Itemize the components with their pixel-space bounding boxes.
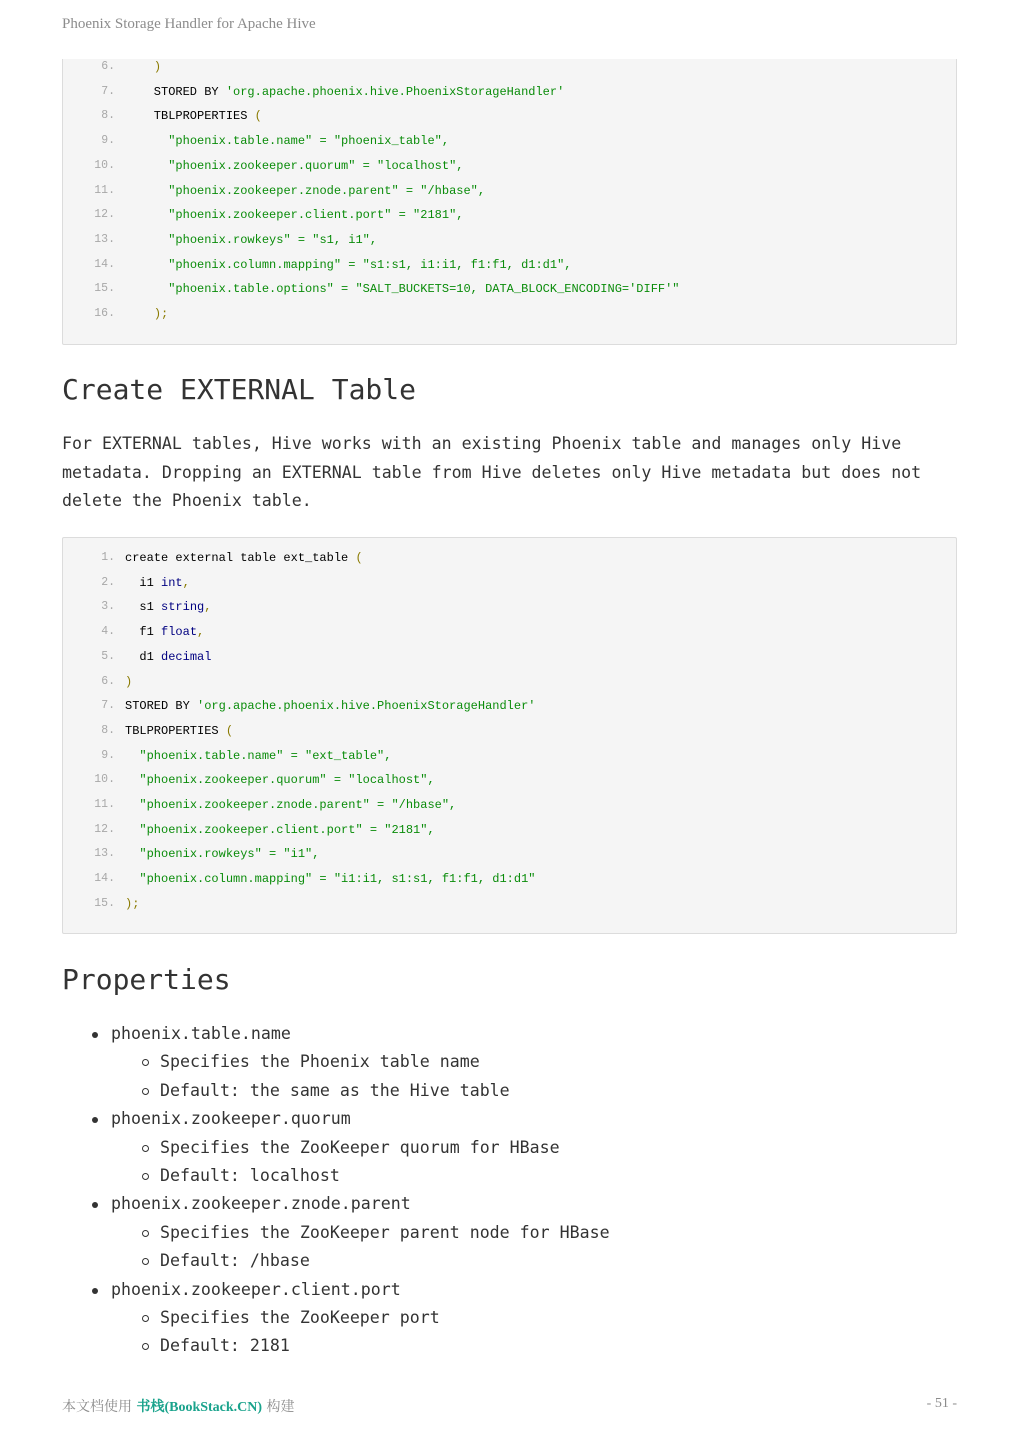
line-number: 15. [94,896,115,910]
line-number: 8. [101,723,115,737]
code-text [125,770,435,790]
code-text [125,597,211,617]
code-token: , [204,600,212,615]
property-detail-text: Specifies the ZooKeeper port [160,1307,440,1327]
property-detail [62,1077,962,1105]
line-number: 15. [94,282,115,296]
bullet-circle-icon [142,1145,149,1152]
property-name: phoenix.zookeeper.client.port [111,1279,401,1299]
code-token [125,823,139,837]
line-number: 6. [101,674,115,688]
code-line [63,721,943,741]
bookstack-link[interactable]: 书栈(BookStack.CN) [136,1400,263,1415]
code-line [63,156,943,176]
code-token [125,282,168,296]
code-block-create-external-table [62,537,957,934]
code-line [63,894,943,914]
line-number: 8. [101,109,115,123]
property-detail [62,1162,962,1190]
code-line [63,255,943,275]
code-token [125,798,139,812]
description-line: delete the Phoenix table. [62,491,312,510]
code-line [63,597,943,617]
code-text [125,622,204,642]
line-number: 10. [94,773,115,787]
code-line [63,795,943,815]
bullet-disc-icon [92,1117,98,1123]
code-token: "phoenix.table.options" = "SALT_BUCKETS=10, DATA_BLOCK_ENCODING='DIFF'" [168,282,680,297]
property-detail [62,1048,962,1076]
code-token [125,134,168,148]
bullet-circle-icon [142,1230,149,1237]
property-detail-text: Specifies the ZooKeeper quorum for HBase [160,1137,560,1157]
code-text [125,844,319,864]
code-line [63,672,943,692]
code-text [125,869,535,889]
line-number: 14. [94,257,115,271]
line-number: 1. [101,551,115,564]
code-token [125,258,168,272]
line-number: 7. [101,84,115,98]
code-text [125,57,161,77]
footer-suffix: 构建 [262,1399,295,1415]
code-token [125,60,154,74]
bullet-circle-icon [142,1173,149,1180]
code-token: string [161,600,205,615]
code-line [63,573,943,593]
bullet-disc-icon [92,1202,98,1208]
code-token: ) [153,60,162,74]
bullet-circle-icon [142,1059,149,1066]
code-token: decimal [161,649,212,664]
code-line [63,304,943,324]
code-token: 'org.apache.phoenix.hive.PhoenixStorageHandler' [197,699,536,714]
code-token: , [197,625,205,640]
line-number: 12. [94,822,115,836]
code-token: "phoenix.zookeeper.client.port" = "2181", [168,208,464,223]
line-number: 12. [94,208,115,222]
code-token: d1 [125,649,162,664]
code-token: "phoenix.zookeeper.quorum" = "localhost", [168,158,464,173]
footer-credit [62,1396,295,1416]
code-token: "phoenix.zookeeper.client.port" = "2181", [139,822,435,837]
code-line [63,696,943,716]
line-number: 7. [101,699,115,713]
code-text [125,573,190,593]
code-token: ( [254,109,262,124]
code-line [63,844,943,864]
footer-prefix: 本文档使用 [62,1399,137,1415]
property-name: phoenix.table.name [111,1024,291,1043]
line-number: 11. [94,183,115,197]
code-token: ); [125,896,140,911]
running-header: Phoenix Storage Handler for Apache Hive [62,16,316,32]
code-token: "phoenix.zookeeper.znode.parent" = "/hbase", [168,183,486,198]
line-number: 10. [94,158,115,172]
code-token [125,872,139,886]
code-token: int [161,575,183,590]
description-line: For EXTERNAL tables, Hive works with an existing Phoenix table and manages only Hive [62,434,902,453]
line-number: 5. [101,649,115,663]
code-line [63,181,943,201]
property-name: phoenix.zookeeper.znode.parent [111,1194,411,1214]
code-token [125,773,139,787]
code-token: "phoenix.column.mapping" = "i1:i1, s1:s1, f1:f1, d1:d1" [139,872,536,887]
code-token [125,307,154,321]
code-token: STORED BY [125,699,198,714]
property-detail-text: Default: /hbase [160,1251,310,1271]
code-line [63,820,943,840]
code-token: s1 [125,600,162,615]
property-item [62,1276,962,1304]
code-line [63,57,943,77]
code-text [125,279,680,299]
code-token: "phoenix.rowkeys" = "i1", [139,847,320,862]
code-block-storage-handler [62,59,957,345]
code-token: ( [355,551,363,565]
code-token: "phoenix.zookeeper.znode.parent" = "/hbase", [139,798,457,812]
code-token: f1 [125,625,162,640]
property-detail [62,1247,962,1275]
bullet-circle-icon [142,1343,149,1350]
code-text [125,255,571,275]
code-text [125,746,391,766]
bullet-circle-icon [142,1315,149,1322]
property-name: phoenix.zookeeper.quorum [111,1109,351,1129]
code-text [125,548,363,568]
code-token [125,749,139,763]
code-token: STORED BY [125,84,226,99]
code-text [125,721,233,741]
code-token: "phoenix.zookeeper.quorum" = "localhost", [139,773,435,788]
code-text [125,696,535,716]
line-number: 3. [101,600,115,614]
code-text [125,106,262,126]
code-token: TBLPROPERTIES [125,723,226,738]
bullet-disc-icon [92,1032,98,1038]
line-number: 16. [94,307,115,320]
description-line: metadata. Dropping an EXTERNAL table from Hive deletes only Hive metadata but does not [62,462,922,482]
code-text [125,82,564,102]
code-line [63,279,943,299]
property-item [62,1105,962,1133]
property-detail-text: Default: the same as the Hive table [160,1080,510,1100]
property-detail-text: Specifies the ZooKeeper parent node for HBase [160,1222,610,1242]
code-token [125,208,168,222]
property-detail-text: Default: 2181 [160,1336,290,1356]
line-number: 9. [101,134,115,148]
code-token: "phoenix.rowkeys" = "s1, i1", [168,232,378,247]
code-text [125,230,377,250]
code-line [63,82,943,102]
property-detail [62,1304,962,1332]
code-text [125,181,485,201]
code-token [125,184,168,198]
code-line [63,205,943,225]
code-token: TBLPROPERTIES [125,109,255,124]
code-token [125,847,139,861]
code-line [63,230,943,250]
bullet-disc-icon [92,1288,98,1294]
code-token: 'org.apache.phoenix.hive.PhoenixStorageHandler' [225,84,565,99]
code-token: float [161,625,198,640]
code-line [63,131,943,151]
line-number: 13. [94,232,115,246]
code-text [125,795,456,815]
code-line [63,106,943,126]
property-detail-text: Specifies the Phoenix table name [160,1052,480,1072]
line-number: 4. [101,625,115,639]
code-token: "phoenix.table.name" = "phoenix_table", [168,134,450,149]
page-number: - 51 - [926,1396,957,1411]
code-line [63,622,943,642]
code-token: "phoenix.column.mapping" = "s1:s1, i1:i1, f1:f1, d1:d1", [168,257,572,272]
code-text [125,647,211,667]
code-text [125,820,435,840]
property-detail [62,1219,962,1247]
heading-properties: Properties [62,963,231,996]
line-number: 13. [94,847,115,861]
code-text [125,672,132,692]
code-token: "phoenix.table.name" = "ext_table", [139,748,392,763]
properties-list [62,1020,962,1361]
code-text [125,205,463,225]
property-detail [62,1332,962,1360]
property-item [62,1020,962,1048]
code-token: create external table ext_table [125,551,356,565]
code-text [125,304,168,324]
property-item [62,1190,962,1218]
code-text [125,156,463,176]
property-detail-text: Default: localhost [160,1165,340,1185]
code-token [125,233,168,247]
line-number: 11. [94,798,115,811]
code-token: ); [153,307,169,321]
line-number: 2. [101,575,115,589]
heading-create-external-table: Create EXTERNAL Table [62,373,417,406]
code-text [125,131,449,151]
code-token: , [182,575,190,590]
bullet-circle-icon [142,1258,149,1265]
code-text [125,894,139,914]
code-token [125,159,168,173]
external-table-description [62,430,962,516]
code-token: ( [225,723,234,738]
code-line [63,647,943,667]
code-token: i1 [125,575,162,590]
code-line [63,548,943,568]
property-detail [62,1134,962,1162]
code-token: ) [125,674,133,689]
code-line [63,746,943,766]
bullet-circle-icon [142,1088,149,1095]
line-number: 6. [101,60,115,73]
code-line [63,770,943,790]
code-line [63,869,943,889]
line-number: 14. [94,872,115,886]
line-number: 9. [101,748,115,762]
